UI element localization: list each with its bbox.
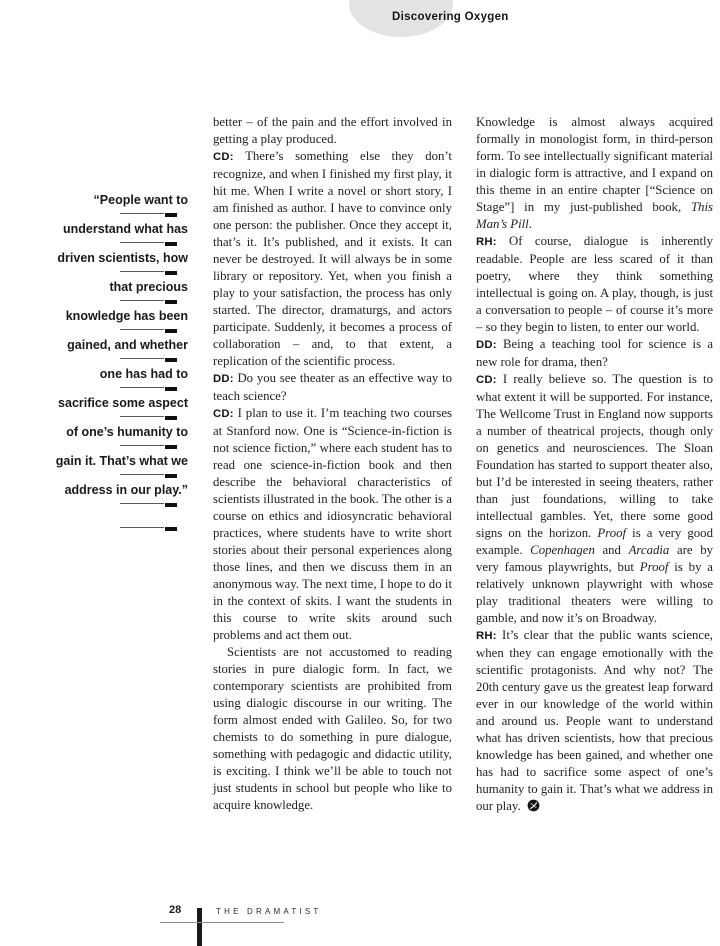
article-paragraph: Scientists are not accustomed to reading stories in pure dialogic form. In fact, we contemporary scientists are prohibited from using dialogic discourse in our writing. The form almost ended with Galileo. So, for two chemists to do something in pure dialogue, something with pedagogic and didactic utility, is exciting. I think we’ll be able to touch not just students in school but people who like to acquire knowledge. [213, 645, 452, 812]
quote-divider [28, 385, 175, 392]
article-paragraph: RH: It’s clear that the public wants science, when they can engage emotionally with the scientific protagonists. And why not? The 20th century gave us the greatest leap forward ever in our knowledge of the world within and around us. People want to understand what has driven scientists, how that precious knowledge has been gained, and whether one has had to sacrifice some aspect of one’s humanity to gain it. That’s what we address in our play. [476, 628, 713, 813]
page-header-title: Discovering Oxygen [392, 11, 509, 23]
page-number: 28 [169, 904, 182, 916]
publication-name: THE DRAMATIST [216, 907, 322, 916]
quote-divider [28, 414, 175, 421]
italic-work-title: Arcadia [628, 543, 670, 557]
quote-divider [28, 211, 175, 218]
article-paragraph: Knowledge is almost always acquired formally in monologist form, in third-person form. To see intellectually significant material in dialogic form is attractive, and I expand on this theme in an entire chapter [“Science on Stage”] in my just-published book, This Man’s Pill. [476, 115, 713, 231]
article-paragraph: CD: I plan to use it. I’m teaching two courses at Stanford now. One is “Science-in-fiction is not science fiction,” where each student has to read one science-in-fiction book and then describe the behavioral characteristics of scientists illustrated in the book. The other is a course on ethics and idiosyncratic behavioral practices, where students have to write short stories about their personal experiences along those lines, and then we discuss them in an anonymous way. The next time, I hope to do it in the context of skits. I want the students in this course to write skits around such problems and act them out. [213, 406, 452, 642]
quote-divider [28, 525, 175, 532]
dramatist-end-mark-icon [527, 799, 540, 812]
quote-divider [28, 501, 175, 508]
speaker-label: DD: [213, 373, 234, 385]
quote-divider [28, 240, 175, 247]
footer-rule [160, 922, 284, 923]
pull-quote-line: “People want to [93, 193, 188, 207]
article-column-left [213, 114, 452, 814]
italic-work-title: Proof [597, 526, 627, 540]
italic-work-title: Proof [639, 560, 669, 574]
article-paragraph: RH: Of course, dialogue is inherently readable. People are less scared of it than poetry, where they think something intellectual is going on. A play, though, is just a conversation to people – of course it’s more – so they begin to listen, to enter our world. [476, 234, 713, 334]
speaker-label: RH: [476, 236, 497, 248]
article-paragraph: DD: Do you see theater as an effective way to teach science? [213, 371, 452, 403]
article-paragraph: CD: There’s something else they don’t recognize, and when I finished my first play, it hit me. When I write a novel or short story, I am finished as author. I have to convince only one person: the publisher. Once they accept it, that’s it. It’s published, and it exists. It can never be destroyed. It will always be in some library or repository. Yet, when you finish a play to your satisfaction, the process has only started. The director, dramaturgs, and actors participate. Suddenly, it becomes a process of collaboration – and, to that extent, a replication of the scientific process. [213, 149, 452, 368]
speaker-label: CD: [476, 374, 497, 386]
pull-quote [28, 194, 188, 537]
pull-quote-line: one has had to [99, 367, 188, 381]
article-paragraph: DD: Being a teaching tool for science is a new role for drama, then? [476, 337, 713, 369]
article-column-right [476, 114, 713, 815]
pull-quote-line: address in our play.” [64, 483, 188, 497]
speaker-label: DD: [476, 339, 497, 351]
pull-quote-line: knowledge has been [65, 309, 188, 323]
pull-quote-line: understand what has [62, 222, 188, 236]
pull-quote-line: sacrifice some aspect [58, 396, 188, 410]
article-paragraph: better – of the pain and the effort involved in getting a play produced. [213, 115, 452, 146]
quote-divider [28, 327, 175, 334]
quote-divider [28, 269, 175, 276]
quote-divider [28, 443, 175, 450]
speaker-label: CD: [213, 151, 234, 163]
quote-divider [28, 472, 175, 479]
italic-work-title: This Man’s Pill [476, 200, 713, 231]
quote-divider [28, 298, 175, 305]
footer-vertical-bar [197, 908, 202, 946]
pull-quote-line: gained, and whether [67, 338, 188, 352]
pull-quote-line: driven scientists, how [57, 251, 188, 265]
article-paragraph: CD: I really believe so. The question is to what extent it will be supported. For instance, The Wellcome Trust in England now supports a number of theatrical projects, though only on genetics and neurosciences. The Sloan Foundation has started to support theater also, but I’d be interested in seeing theaters, rather than just foundations, willing to take intellectual gambles. Yet, there some good signs on the horizon. Proof is a very good example. Copenhagen and Arcadia are by very famous playwrights, but Proof is by a relatively unknown playwright with whose play traditional theaters were willing to gamble, and now it’s on Broadway. [476, 372, 713, 625]
quote-divider [28, 356, 175, 363]
pull-quote-line: that precious [109, 280, 188, 294]
pull-quote-line: gain it. That’s what we [55, 454, 188, 468]
pull-quote-line: of one’s humanity to [66, 425, 188, 439]
speaker-label: CD: [213, 408, 234, 420]
speaker-label: RH: [476, 630, 497, 642]
italic-work-title: Copenhagen [530, 543, 595, 557]
